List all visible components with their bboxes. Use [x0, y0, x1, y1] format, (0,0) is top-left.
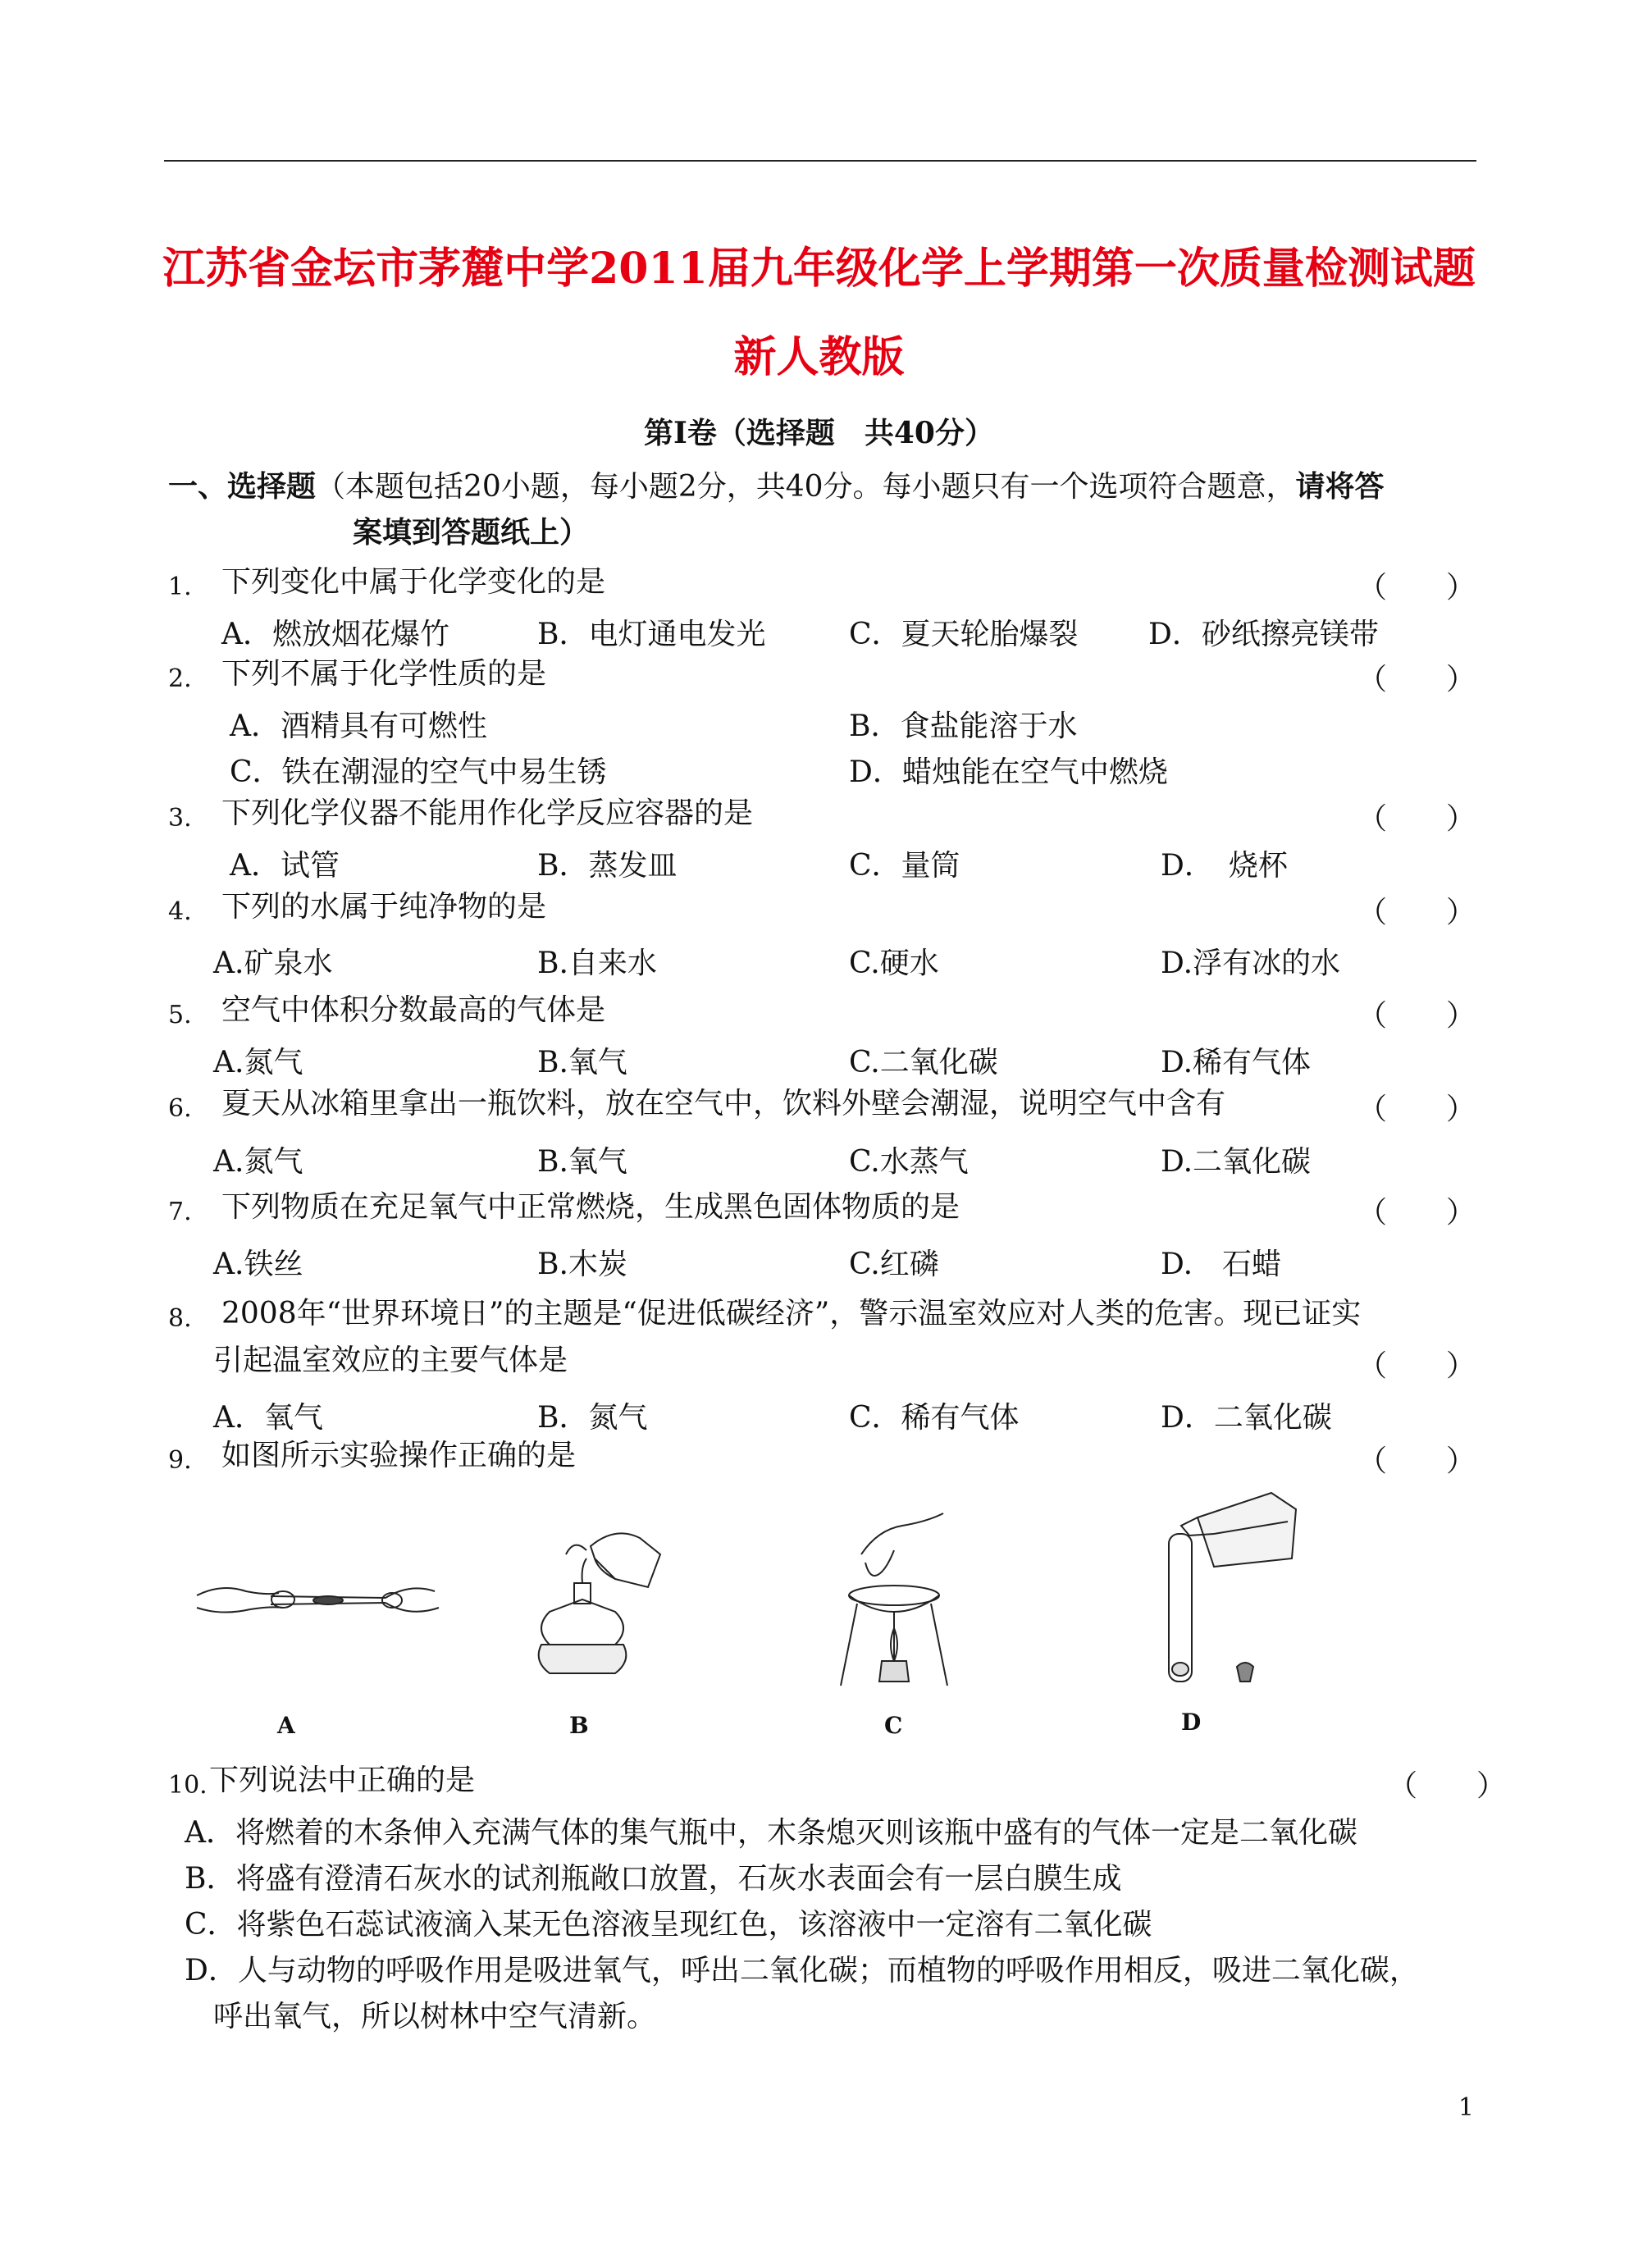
option: A．将燃着的木条伸入充满气体的集气瓶中，木条熄灭则该瓶中盛有的气体一定是二氧化碳 — [185, 1816, 1357, 1850]
part-intro-line2: 案填到答题纸上） — [353, 515, 590, 550]
part-intro-text: （本题包括20小题，每小题2分，共40分。每小题只有一个选项符合题意， — [316, 470, 1296, 504]
figure-label: A — [277, 1712, 295, 1739]
page-number: 1 — [1458, 2093, 1474, 2122]
answer-paren: （ ） — [1357, 896, 1476, 929]
question-number: 5. — [168, 1001, 192, 1029]
document-title: 江苏省金坛市茅麓中学2011届九年级化学上学期第一次质量检测试题 — [162, 244, 1476, 294]
section-header: 第Ⅰ卷（选择题 共40分） — [644, 416, 994, 450]
question-number: 3. — [168, 804, 192, 833]
answer-paren: （ ） — [1357, 1349, 1476, 1383]
question-stem: 下列变化中属于化学变化的是 — [221, 565, 606, 599]
option: B．电灯通电发光 — [537, 618, 766, 651]
document-subtitle: 新人教版 — [733, 332, 905, 382]
part-intro — [168, 469, 1385, 504]
option: B．食盐能溶于水 — [849, 710, 1078, 743]
figure-d-illustration — [1148, 1485, 1312, 1706]
option: B.自来水 — [537, 947, 657, 980]
option: D．砂纸擦亮镁带 — [1148, 618, 1379, 651]
question-stem: 夏天从冰箱里拿出一瓶饮料，放在空气中，饮料外壁会潮湿，说明空气中含有 — [221, 1087, 1226, 1120]
question-number: 8. — [168, 1304, 192, 1333]
answer-paren: （ ） — [1357, 571, 1476, 605]
option: C．稀有气体 — [849, 1401, 1020, 1435]
option: D．蜡烛能在空气中燃烧 — [849, 755, 1168, 789]
option: B.氧气 — [537, 1046, 627, 1079]
question-number: 4. — [168, 897, 192, 926]
question-number: 1. — [168, 573, 192, 601]
option: C．铁在潮湿的空气中易生锈 — [230, 755, 607, 789]
option: C.红磷 — [849, 1248, 939, 1281]
figure-label: B — [569, 1712, 589, 1739]
option: D．二氧化碳 — [1161, 1401, 1332, 1435]
part-intro-bold: 请将答 — [1295, 469, 1385, 504]
answer-paren: （ ） — [1357, 999, 1476, 1033]
question-stem: 2008年“世界环境日”的主题是“促进低碳经济”，警示温室效应对人类的危害。现已证实 — [221, 1297, 1362, 1330]
option: A.氮气 — [213, 1145, 303, 1179]
option: A．酒精具有可燃性 — [230, 710, 487, 743]
option: A.氮气 — [213, 1046, 303, 1079]
question-stem: 下列不属于化学性质的是 — [221, 657, 547, 691]
option: C.二氧化碳 — [849, 1046, 998, 1079]
answer-paren: （ ） — [1357, 663, 1476, 696]
option: B.氧气 — [537, 1145, 627, 1179]
figure-b-illustration — [517, 1522, 681, 1694]
answer-paren: （ ） — [1357, 1444, 1476, 1478]
answer-paren: （ ） — [1388, 1769, 1507, 1803]
option: D.浮有冰的水 — [1161, 947, 1341, 980]
option: D.稀有气体 — [1161, 1046, 1312, 1079]
question-number: 6. — [168, 1094, 192, 1123]
option: C．将紫色石蕊试液滴入某无色溶液呈现红色，该溶液中一定溶有二氧化碳 — [185, 1908, 1152, 1942]
question-number: 7. — [168, 1198, 192, 1226]
option: D．人与动物的呼吸作用是吸进氧气，呼出二氧化碳；而植物的呼吸作用相反，吸进二氧化碳， — [185, 1954, 1419, 1987]
option: B．氮气 — [537, 1401, 648, 1435]
option: B．蒸发皿 — [537, 849, 678, 883]
option-continuation: 呼出氧气，所以树林中空气清新。 — [213, 2000, 657, 2033]
part-label: 一、选择题 — [168, 469, 317, 504]
option: C.水蒸气 — [849, 1145, 969, 1179]
question-number: 2. — [168, 664, 192, 693]
option: C.硬水 — [849, 947, 939, 980]
option: C．夏天轮胎爆裂 — [849, 618, 1079, 651]
option: A．试管 — [230, 849, 340, 883]
option: C．量筒 — [849, 849, 960, 883]
option: B．将盛有澄清石灰水的试剂瓶敞口放置，石灰水表面会有一层白膜生成 — [185, 1862, 1122, 1896]
figure-label: D — [1181, 1709, 1202, 1736]
question-stem: 下列物质在充足氧气中正常燃烧，生成黑色固体物质的是 — [221, 1190, 960, 1224]
answer-paren: （ ） — [1357, 1196, 1476, 1230]
option: D． 烧杯 — [1161, 849, 1288, 883]
question-stem: 下列化学仪器不能用作化学反应容器的是 — [221, 796, 754, 830]
question-stem: 下列的水属于纯净物的是 — [221, 890, 547, 924]
option: A．燃放烟花爆竹 — [221, 618, 449, 651]
question-number: 9. — [168, 1446, 192, 1475]
question-number: 10. — [168, 1771, 208, 1800]
question-stem-line2: 引起温室效应的主要气体是 — [213, 1344, 568, 1377]
figure-label: C — [884, 1712, 903, 1739]
header-rule — [164, 160, 1476, 162]
figure-a-illustration — [189, 1550, 451, 1649]
question-stem: 如图所示实验操作正确的是 — [221, 1439, 577, 1472]
figure-c-illustration — [812, 1505, 976, 1702]
question-stem: 空气中体积分数最高的气体是 — [221, 993, 606, 1027]
option: D.二氧化碳 — [1161, 1145, 1312, 1179]
option: A．氧气 — [213, 1401, 323, 1435]
option: A.铁丝 — [213, 1248, 303, 1281]
answer-paren: （ ） — [1357, 1093, 1476, 1126]
question-stem: 下列说法中正确的是 — [209, 1764, 476, 1797]
option: D. 石蜡 — [1161, 1248, 1282, 1281]
option: A.矿泉水 — [213, 947, 333, 980]
option: B.木炭 — [537, 1248, 627, 1281]
answer-paren: （ ） — [1357, 802, 1476, 836]
